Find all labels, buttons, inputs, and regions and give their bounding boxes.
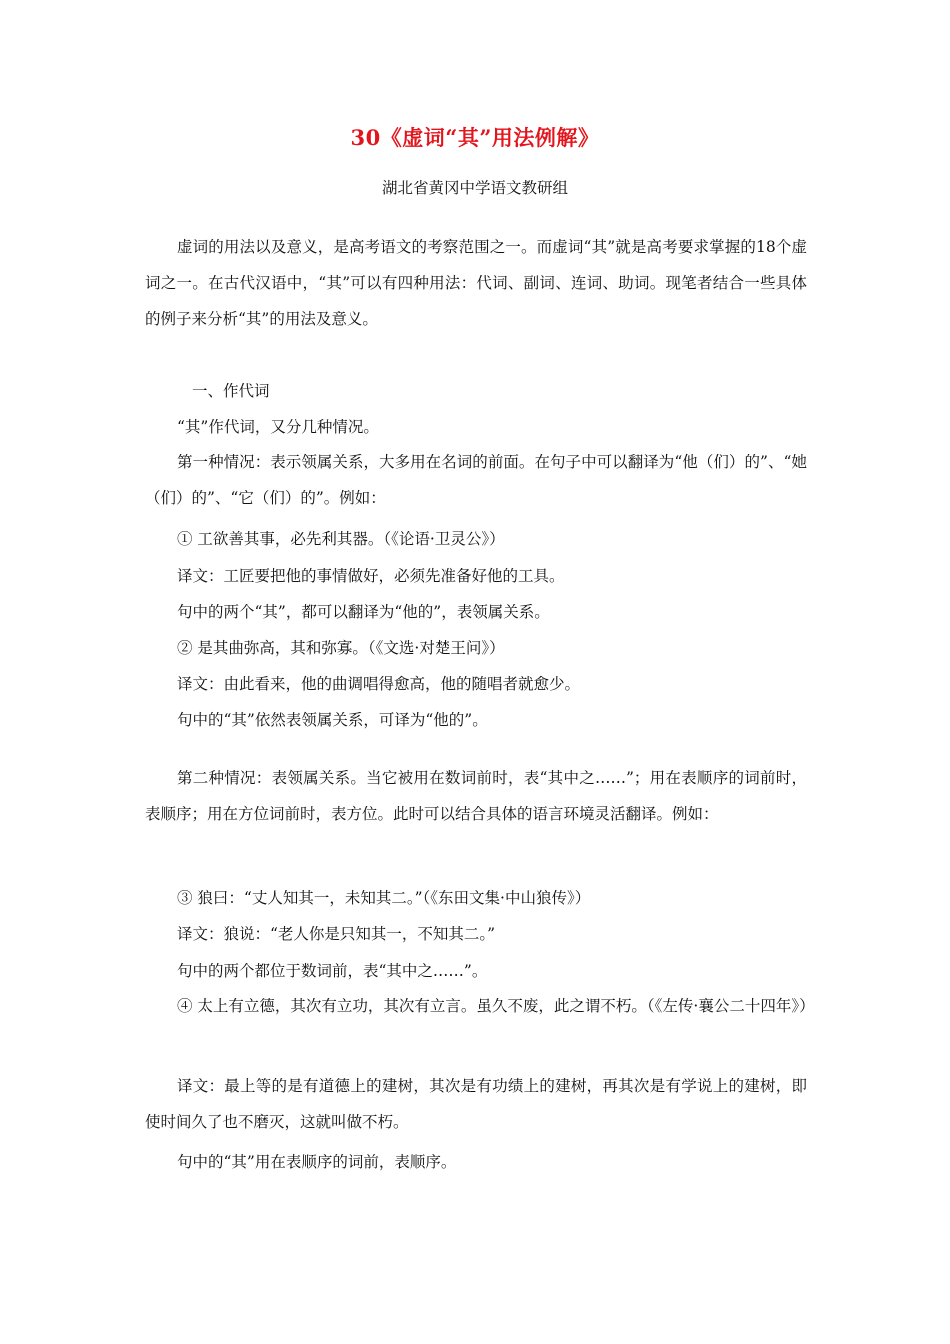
document-author: 湖北省黄冈中学语文教研组 (381, 179, 568, 197)
example-3: ③ 狼曰：“丈人知其一，未知其二。”（《东田文集·中山狼传》） (177, 889, 591, 907)
section-lead: “其”作代词，又分几种情况。 (177, 418, 379, 436)
example-2-translation: 译文：由此看来，他的曲调唱得愈高，他的随唱者就愈少。 (177, 675, 581, 693)
example-1-note: 句中的两个“其”，都可以翻译为“他的”，表领属关系。 (177, 603, 550, 621)
example-4-note: 句中的“其”用在表顺序的词前，表顺序。 (177, 1153, 457, 1171)
example-2-note: 句中的“其”依然表领属关系，可译为“他的”。 (177, 711, 488, 729)
intro-paragraph: 虚词的用法以及意义，是高考语文的考察范围之一。而虚词“其”就是高考要求掌握的18个虚词之一。在古代汉语中，“其”可以有四种用法：代词、副词、连词、助词。现笔者结合一些具体的例子来分析“其”的用法及意义。 (145, 238, 807, 328)
document-title: 30《虚词“其”用法例解》 (350, 125, 600, 150)
example-3-note: 句中的两个都位于数词前，表“其中之……”。 (177, 962, 488, 980)
example-1-translation: 译文：工匠要把他的事情做好，必须先准备好他的工具。 (177, 567, 565, 585)
example-2: ② 是其曲弥高，其和弥寡。（《文选·对楚王问》） (177, 639, 505, 657)
case1-description: 第一种情况：表示领属关系，大多用在名词的前面。在句子中可以翻译为“他（们）的”、“她（们）的”、“它（们）的”。例如： (145, 453, 807, 507)
example-3-translation: 译文：狼说：“老人你是只知其一，不知其二。” (177, 925, 496, 943)
example-4: ④ 太上有立德，其次有立功，其次有立言。虽久不废，此之谓不朽。（《左传·襄公二十四年》） (177, 997, 815, 1015)
case2-description: 第二种情况：表领属关系。当它被用在数词前时，表“其中之……”；用在表顺序的词前时，表顺序；用在方位词前时，表方位。此时可以结合具体的语言环境灵活翻译。例如： (145, 769, 807, 823)
example-1: ① 工欲善其事，必先利其器。（《论语·卫灵公》） (177, 530, 505, 548)
section-heading: 一、作代词 (192, 382, 270, 400)
example-4-translation: 译文：最上等的是有道德上的建树，其次是有功绩上的建树，再其次是有学说上的建树，即使时间久了也不磨灭，这就叫做不朽。 (145, 1077, 807, 1131)
